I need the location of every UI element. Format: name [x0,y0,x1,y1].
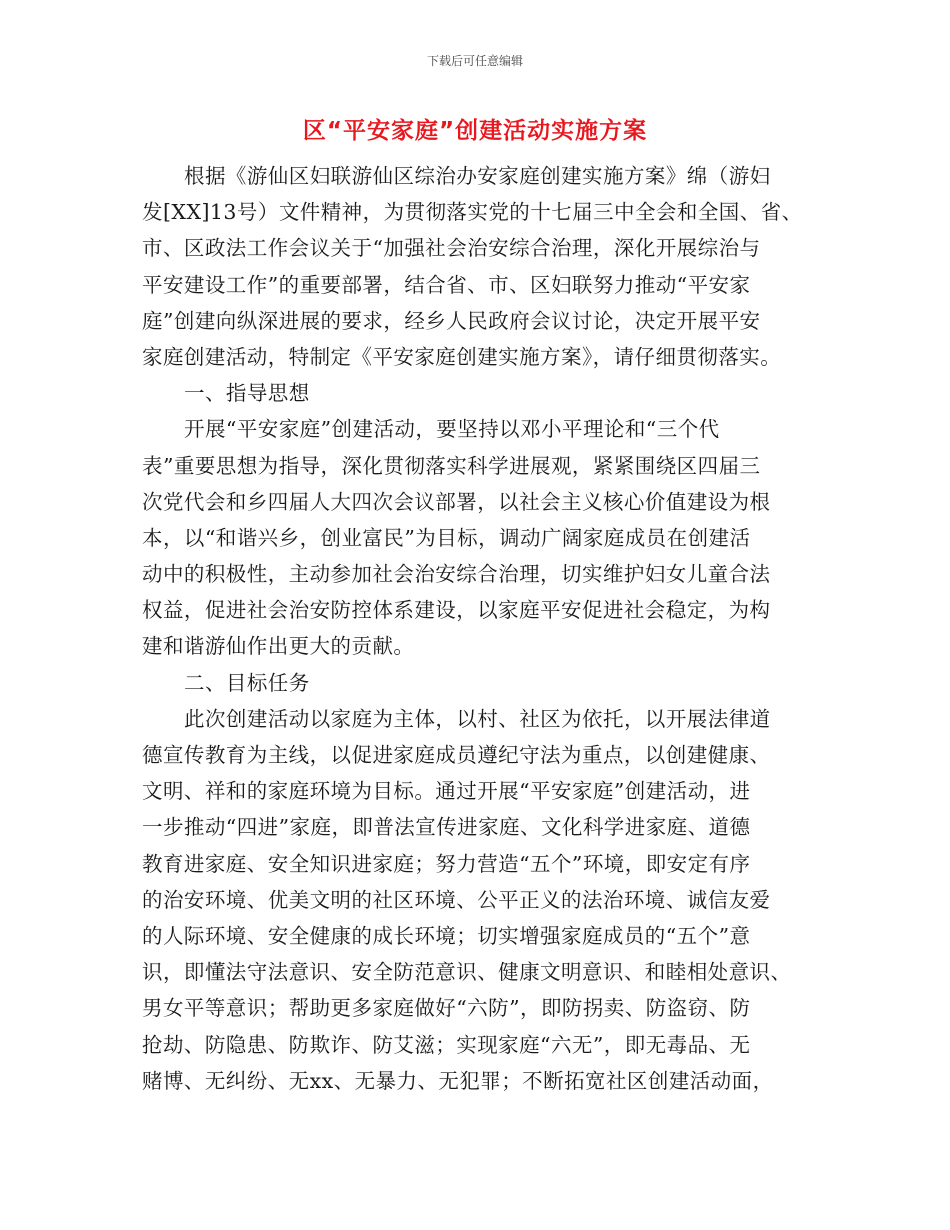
body-line: 抢劫、防隐患、防欺诈、防艾滋；实现家庭“六无”，即无毒品、无 [142,1032,751,1057]
body-line: 表”重要思想为指导，深化贯彻落实科学进展观，紧紧围绕区四届三 [142,453,761,478]
body-line: 二、目标任务 [184,670,310,695]
body-line: 根据《游仙区妇联游仙区综治办安家庭创建实施方案》绵（游妇 [184,164,771,188]
document-body [142,158,810,1099]
body-line: 平安建设工作”的重要部署，结合省、市、区妇联努力推动“平安家 [142,272,751,297]
body-line: 教育进家庭、安全知识进家庭；努力营造“五个”环境，即安定有序 [142,851,751,876]
body-line: 市、区政法工作会议关于“加强社会治安综合治理，深化开展综治与 [142,236,761,261]
body-line: 的人际环境、安全健康的成长环境；切实增强家庭成员的“五个”意 [142,923,751,948]
body-line: 开展“平安家庭”创建活动，要坚持以邓小平理论和“三个代 [184,417,720,442]
body-line: 本，以“和谐兴乡，创业富民”为目标，调动广阔家庭成员在创建活 [142,525,751,550]
body-line: 文明、祥和的家庭环境为目标。通过开展“平安家庭”创建活动，进 [142,779,751,804]
body-line: 一步推动“四进”家庭，即普法宣传进家庭、文化科学进家庭、道德 [142,815,751,840]
body-line: 权益，促进社会治安防控体系建设，以家庭平安促进社会稳定，为构 [142,598,771,623]
body-line: 发[XX]13号）文件精神，为贯彻落实党的十七届三中全会和全国、省、 [142,200,803,225]
body-line: 次党代会和乡四届人大四次会议部署，以社会主义核心价值建设为根 [142,489,771,514]
body-line: 德宣传教育为主线，以促进家庭成员遵纪守法为重点，以创建健康、 [142,743,771,767]
body-line: 赌博、无纠纷、无xx、无暴力、无犯罪；不断拓宽社区创建活动面， [142,1068,774,1093]
body-line: 庭”创建向纵深进展的要求，经乡人民政府会议讨论，决定开展平安 [142,308,761,333]
header-note: 下载后可任意编辑 [426,54,523,68]
body-line: 建和谐游仙作出更大的贡献。 [142,634,415,659]
document-title: 区“平安家庭”创建活动实施方案 [302,118,648,144]
body-line: 识，即懂法守法意识、安全防范意识、健康文明意识、和睦相处意识、 [142,960,792,985]
body-line: 此次创建活动以家庭为主体，以村、社区为依托，以开展法律道 [184,706,771,731]
body-line: 动中的积极性，主动参加社会治安综合治理，切实维护妇女儿童合法 [142,562,771,587]
body-line: 家庭创建活动，特制定《平安家庭创建实施方案》，请仔细贯彻落实。 [142,344,782,369]
body-line: 男女平等意识；帮助更多家庭做好“六防”，即防拐卖、防盗窃、防 [142,996,751,1021]
body-line: 一、指导思想 [184,381,310,406]
body-line: 的治安环境、优美文明的社区环境、公平正义的法治环境、诚信友爱 [142,887,771,912]
